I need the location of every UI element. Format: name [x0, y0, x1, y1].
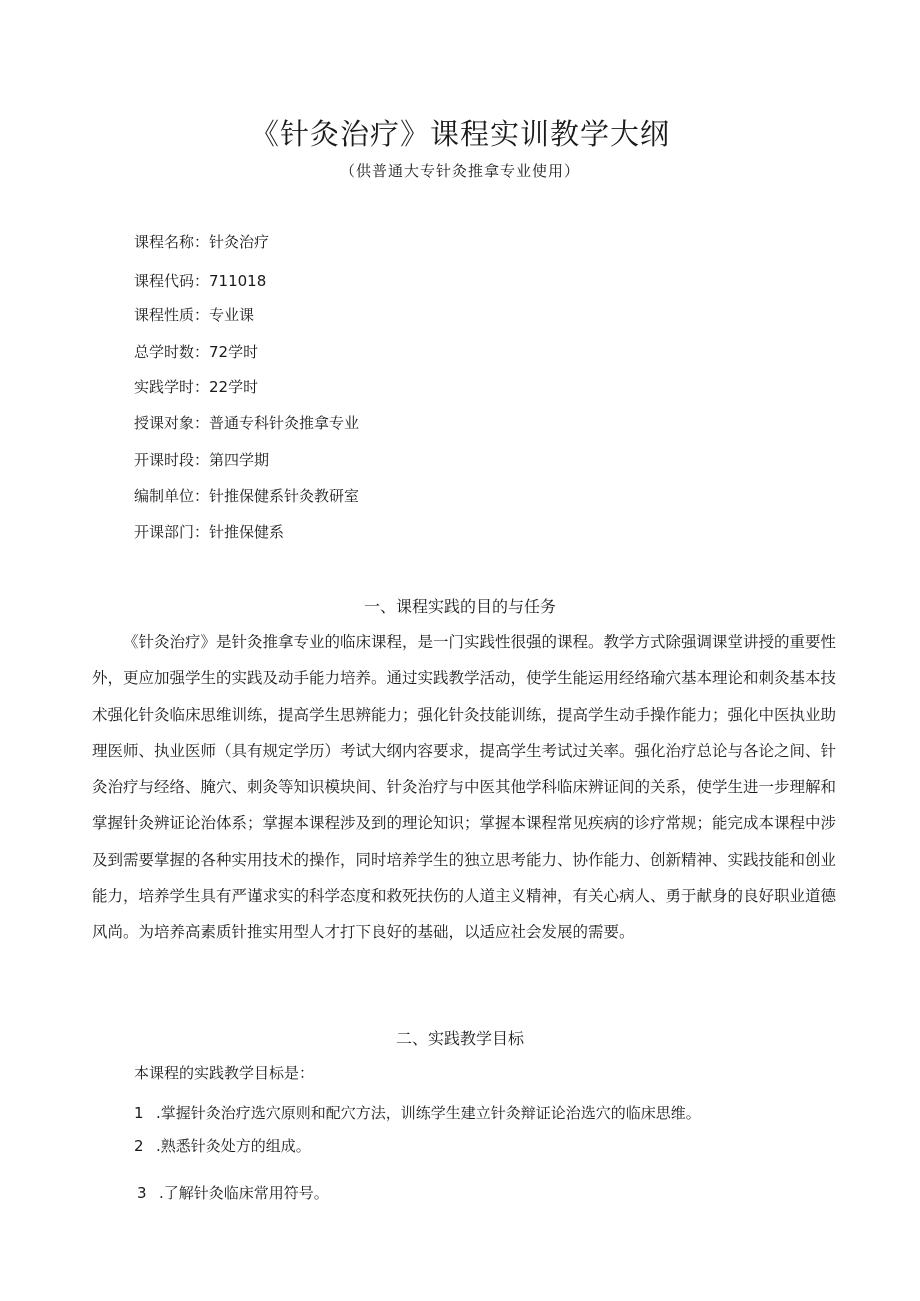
offering-department: 开课部门：针推保健系: [134, 523, 285, 541]
purpose-paragraph: 《针灸治疗》是针灸推拿专业的临床课程，是一门实践性很强的课程。教学方式除强调课堂讲授的重要性外，更应加强学生的实践及动手能力培养。通过实践教学活动，使学生能运用经络瑜穴基本理论和刺灸基本技术强化针灸临床思维训练，提高学生思辨能力；强化针灸技能训练，提高学生动手操作能力；强化中医执业助理医师、执业医师（具有规定学历）考试大纲内容要求，提高学生考试过关率。强化治疗总论与各论之间、针灸治疗与经络、腌穴、刺灸等知识模块间、针灸治疗与中医其他学科临床辨证间的关系，使学生进一步理解和掌握针灸辨证论治体系；掌握本课程涉及到的理论知识；掌握本课程常见疾病的诊疗常规；能完成本课程中涉及到需要掌握的各种实用技术的操作，同时培养学生的独立思考能力、协作能力、创新精神、实践技能和创业能力，培养学生具有严谨求实的科学态度和救死扶伤的人道主义精神，有关心病人、勇于献身的良好职业道德风尚。为培养高素质针推实用型人才打下良好的基础，以适应社会发展的需要。: [92, 633, 837, 942]
goal-text: .熟悉针灸处方的组成。: [156, 1137, 311, 1155]
goals-intro: 本课程的实践教学目标是：: [134, 1064, 315, 1082]
section-heading-goals: 二、实践教学目标: [395, 1029, 524, 1048]
compiling-unit: 编制单位：针推保健系针灸教研室: [134, 487, 360, 505]
section-heading-purpose: 一、课程实践的目的与任务: [363, 597, 556, 616]
target-students: 授课对象：普通专科针灸推拿专业: [134, 414, 360, 432]
goal-item: [134, 1102, 701, 1123]
semester: 开课时段：第四学期: [134, 451, 270, 469]
goal-text: .掌握针灸治疗选穴原则和配穴方法，训练学生建立针灸辩证论治选穴的临床思维。: [156, 1104, 701, 1122]
total-hours: 总学时数：72学时: [134, 343, 259, 361]
goal-item: [137, 1182, 329, 1203]
document-subtitle: （供普通大专针灸推拿专业使用）: [339, 162, 580, 180]
course-code: 课程代码：711018: [134, 272, 267, 290]
goal-item: [134, 1135, 311, 1156]
practice-hours: 实践学时：22学时: [134, 378, 259, 396]
course-name: 课程名称：针灸治疗: [134, 233, 270, 251]
course-nature: 课程性质：专业课: [134, 306, 255, 324]
goal-text: .了解针灸临床常用符号。: [159, 1184, 329, 1202]
document-title: 《针灸治疗》课程实训教学大纲: [249, 117, 670, 151]
goal-number: 1: [134, 1104, 144, 1122]
goal-number: 3: [137, 1184, 147, 1202]
goal-number: 2: [134, 1137, 144, 1155]
